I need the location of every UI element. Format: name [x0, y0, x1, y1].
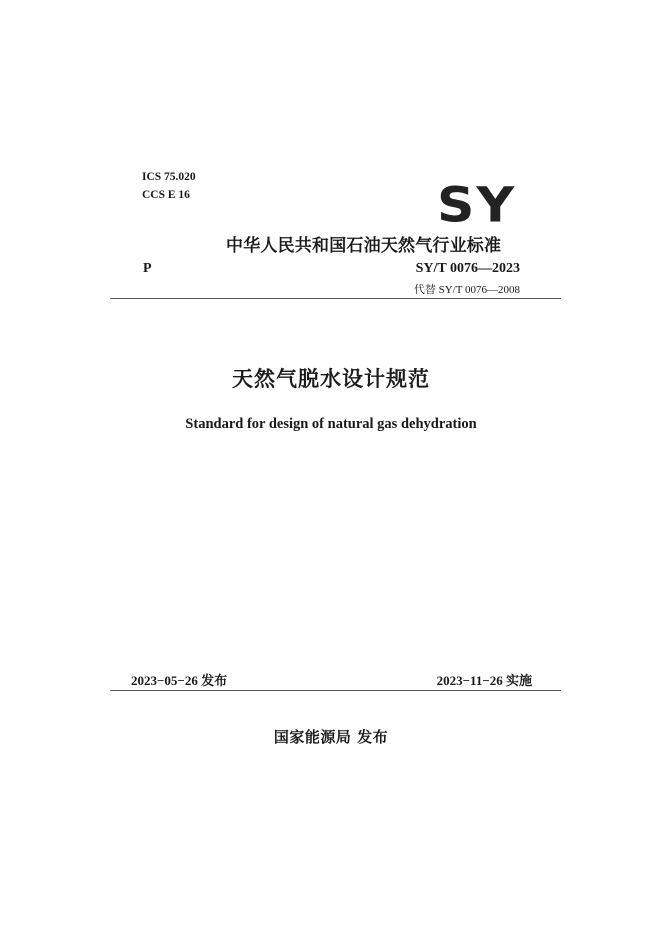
- document-title-english: Standard for design of natural gas dehydration: [185, 416, 477, 432]
- ccs-code: CCS E 16: [142, 189, 190, 201]
- replaces-standard: 代替 SY/T 0076—2008: [413, 284, 520, 296]
- sy-logo: SY: [437, 178, 517, 234]
- footer-divider: [110, 690, 561, 691]
- issue-date: 2023−05−26 发布: [131, 673, 228, 688]
- standard-number: SY/T 0076—2023: [415, 261, 520, 276]
- ics-code: ICS 75.020: [142, 171, 196, 183]
- publisher: 国家能源局 发布: [273, 728, 389, 746]
- category-letter: P: [143, 261, 152, 276]
- implementation-date: 2023−11−26 实施: [436, 673, 532, 688]
- industry-standard-title: 中华人民共和国石油天然气行业标准: [226, 236, 502, 256]
- document-title-chinese: 天然气脱水设计规范: [232, 367, 430, 391]
- header-divider: [110, 298, 561, 299]
